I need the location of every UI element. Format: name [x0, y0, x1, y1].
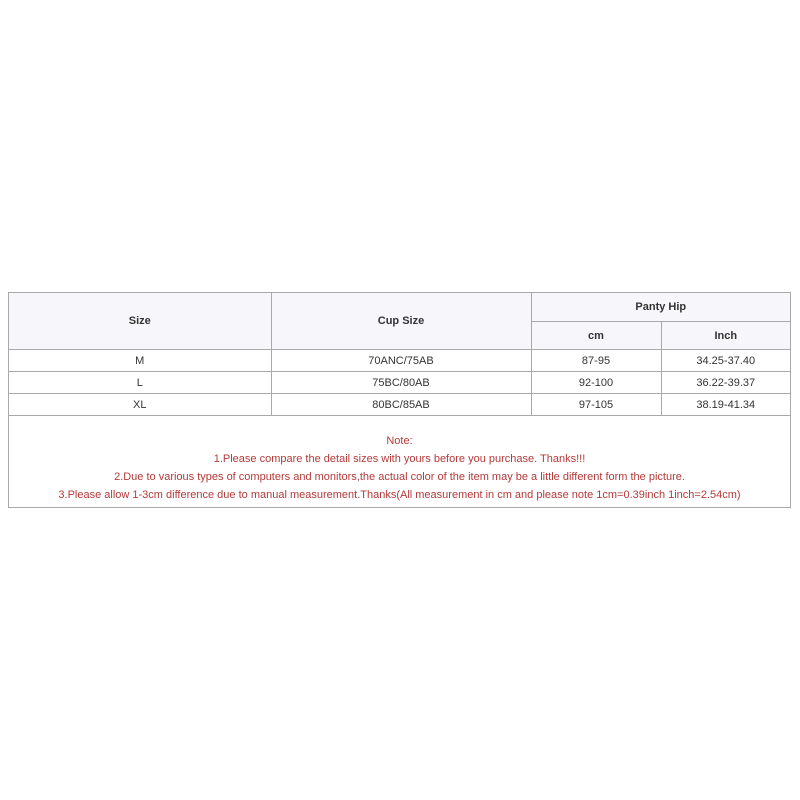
note-line-1: 1.Please compare the detail sizes with yours before you purchase. Thanks!!!: [213, 453, 586, 465]
cell-cm: 87-95: [531, 350, 661, 372]
note-line-3: 3.Please allow 1-3cm difference due to manual measurement.Thanks(All measurement in cm and please note 1cm=0.39inch 1inch=2.54cm): [58, 489, 741, 501]
table-row: [9, 372, 790, 394]
cell-inch: 34.25-37.40: [661, 350, 790, 372]
size-table: [9, 293, 790, 416]
cell-cm: 97-105: [531, 394, 661, 416]
cell-cup-size: 75BC/80AB: [271, 372, 531, 394]
cell-cup-size: 70ANC/75AB: [271, 350, 531, 372]
header-inch: Inch: [661, 322, 790, 350]
table-row: [9, 350, 790, 372]
cell-size: L: [9, 372, 271, 394]
cell-cup-size: 80BC/85AB: [271, 394, 531, 416]
notes-section: [9, 416, 790, 504]
size-chart: [8, 292, 791, 508]
cell-inch: 38.19-41.34: [661, 394, 790, 416]
header-panty-hip: Panty Hip: [531, 293, 790, 322]
header-cm: cm: [531, 322, 661, 350]
cell-cm: 92-100: [531, 372, 661, 394]
cell-size: XL: [9, 394, 271, 416]
header-cup-size: Cup Size: [271, 293, 531, 350]
notes-title: Note:: [386, 435, 413, 447]
header-size: Size: [9, 293, 271, 350]
cell-inch: 36.22-39.37: [661, 372, 790, 394]
table-row: [9, 394, 790, 416]
note-line-2: 2.Due to various types of computers and monitors,the actual color of the item may be a little different form the picture.: [114, 471, 685, 483]
cell-size: M: [9, 350, 271, 372]
